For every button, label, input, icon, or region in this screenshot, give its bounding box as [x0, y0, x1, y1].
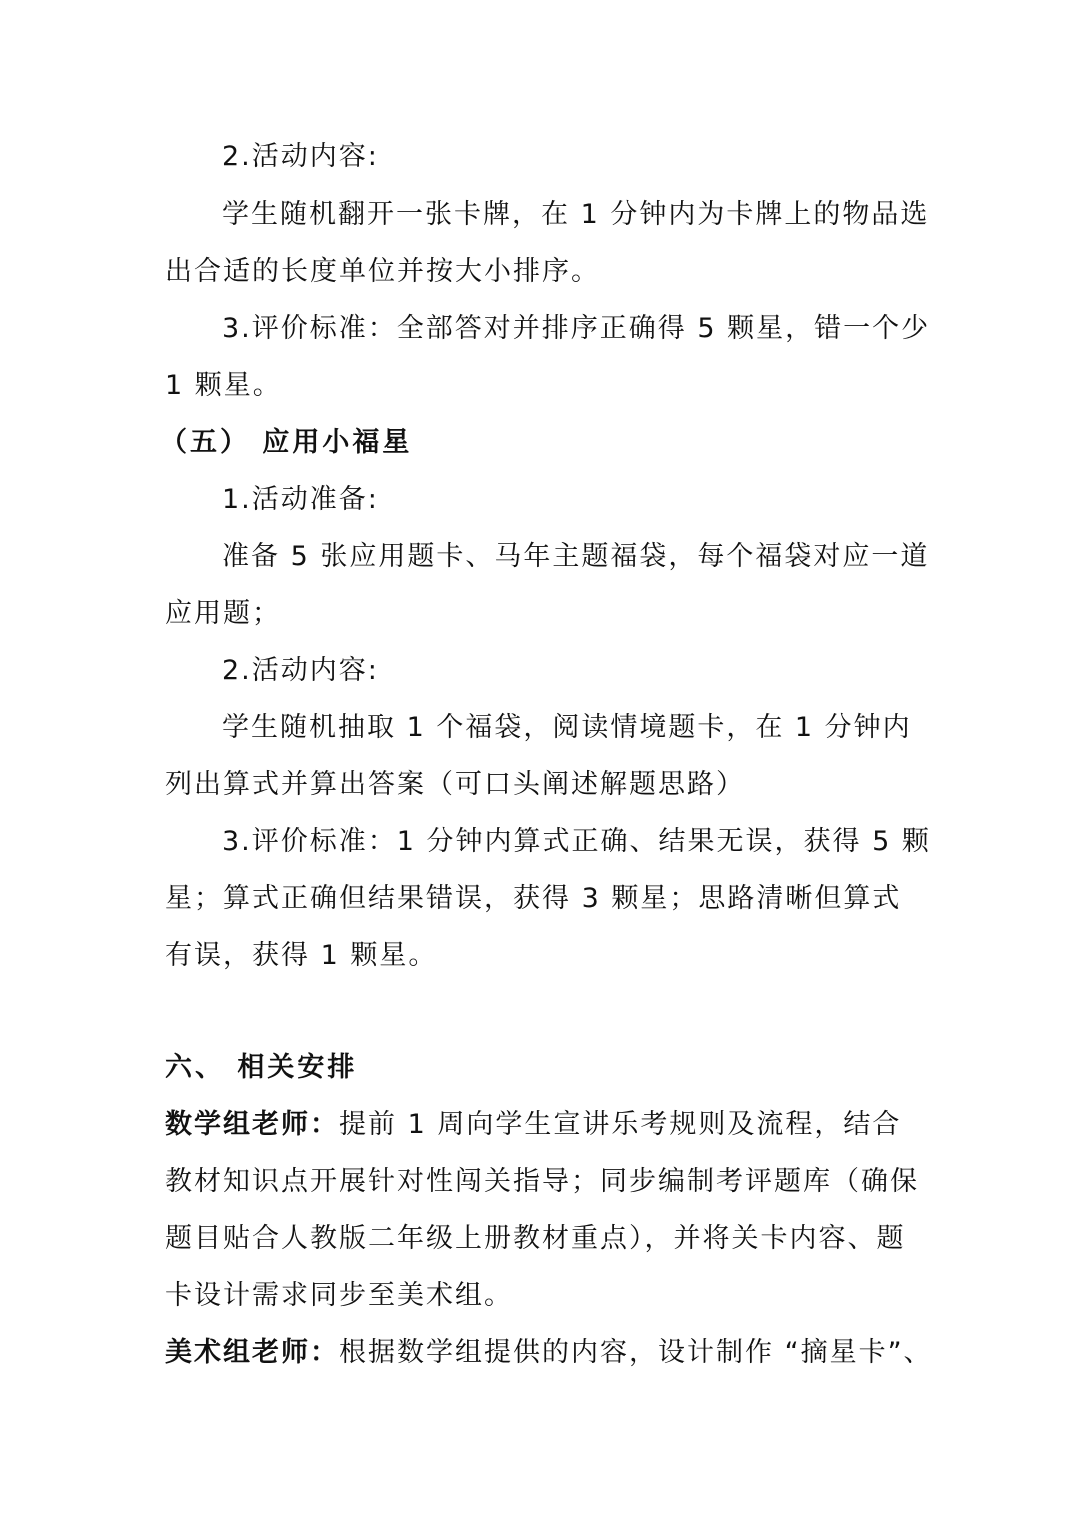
activity-prep-label: 1.活动准备:	[222, 484, 379, 515]
paragraph-line: 列出算式并算出答案（可口头阐述解题思路）	[165, 769, 745, 800]
paragraph-line: 题目贴合人教版二年级上册教材重点），并将关卡内容、题	[165, 1223, 906, 1254]
paragraph-line: 学生随机翻开一张卡牌，在 1 分钟内为卡牌上的物品选	[222, 199, 930, 230]
art-team-label: 美术组老师：	[165, 1337, 339, 1368]
paragraph-text: 根据数学组提供的内容，设计制作 “摘星卡”、	[339, 1337, 933, 1368]
paragraph-line: 教材知识点开展针对性闯关指导；同步编制考评题库（确保	[165, 1166, 919, 1197]
paragraph-line: 星；算式正确但结果错误，获得 3 颗星；思路清晰但算式	[165, 883, 902, 914]
section-heading-5: （五） 应用小福星	[160, 427, 413, 458]
paragraph-line: 学生随机抽取 1 个福袋，阅读情境题卡，在 1 分钟内	[222, 712, 912, 743]
paragraph-line: 应用题；	[165, 598, 281, 629]
paragraph-line: 准备 5 张应用题卡、马年主题福袋，每个福袋对应一道	[222, 541, 930, 572]
paragraph-line: 1 颗星。	[165, 370, 282, 401]
paragraph-text: 提前 1 周向学生宣讲乐考规则及流程，结合	[339, 1109, 902, 1140]
paragraph-line: 卡设计需求同步至美术组。	[165, 1280, 513, 1311]
activity-content-label: 2.活动内容:	[222, 141, 379, 172]
paragraph-line: 出合适的长度单位并按大小排序。	[165, 256, 600, 287]
paragraph-line: 有误，获得 1 颗星。	[165, 940, 438, 971]
art-team-paragraph-first-line	[165, 1335, 933, 1371]
math-team-label: 数学组老师：	[165, 1109, 339, 1140]
evaluation-criteria-line: 3.评价标准：1 分钟内算式正确、结果无误，获得 5 颗	[222, 826, 931, 857]
section-heading-6: 六、 相关安排	[165, 1052, 358, 1083]
activity-content-label: 2.活动内容:	[222, 655, 379, 686]
evaluation-criteria-line: 3.评价标准：全部答对并排序正确得 5 颗星，错一个少	[222, 313, 931, 344]
math-team-paragraph-first-line	[165, 1107, 901, 1143]
